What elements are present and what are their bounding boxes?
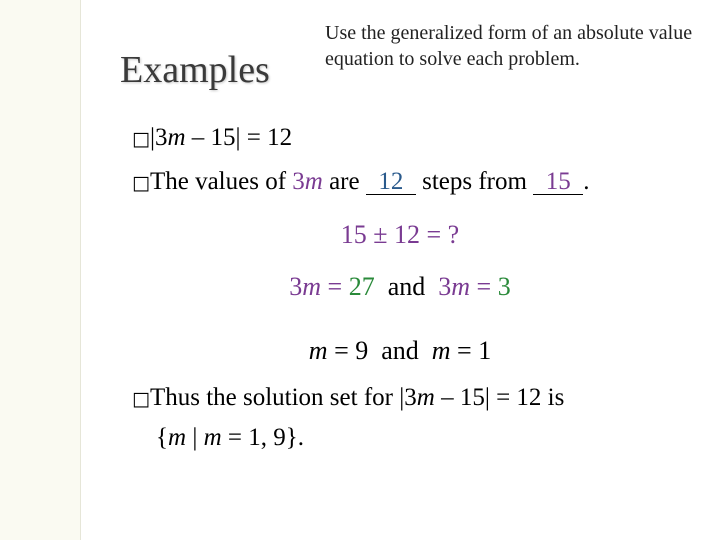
- slide-instructions: Use the generalized form of an absolute value equation to solve each problem.: [325, 22, 693, 70]
- left-margin-bar: [0, 0, 81, 540]
- conclusion-line: □Thus the solution set for |3m – 15| = 12 is: [132, 384, 565, 411]
- equation-line: □|3m – 15| = 12: [132, 124, 293, 151]
- bullet-box-icon: □: [132, 128, 150, 150]
- bullet-box-icon: □: [132, 388, 150, 410]
- slide-title: Examples: [120, 49, 270, 91]
- split-equations-line: 3m = 27 and 3m = 3: [289, 272, 511, 301]
- center-blank: 15: [533, 170, 583, 195]
- distance-blank: 12: [366, 170, 416, 195]
- solutions-line: m = 9 and m = 1: [308, 336, 492, 365]
- plus-minus-line: 15 ± 12 = ?: [340, 220, 460, 249]
- solution-set-line: {m | m = 1, 9}.: [156, 424, 304, 451]
- values-statement-line: □The values of 3m are 12 steps from 15 .: [132, 168, 590, 195]
- bullet-box-icon: □: [132, 172, 150, 194]
